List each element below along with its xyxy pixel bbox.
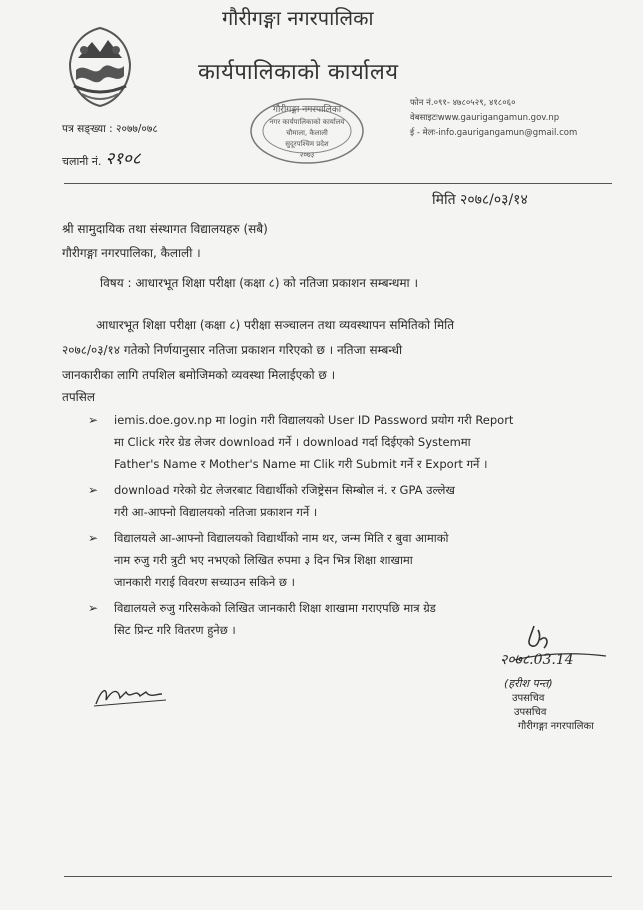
chalani-number: २१०८	[105, 149, 141, 169]
arrow-bullet-icon: ➢	[88, 483, 99, 497]
paragraph-line: २०७८/०३/१४ गतेको निर्णयानुसार नतिजा प्रकाशन गरिएको छ । नतिजा सम्बन्धी	[62, 343, 403, 357]
arrow-bullet-icon: ➢	[88, 601, 99, 615]
patra-sankhya: पत्र सङ्ख्या : २०७७/०७८	[62, 123, 158, 135]
chalani-label: चलानी नं.	[62, 155, 102, 168]
office-stamp-icon	[248, 96, 366, 166]
contact-website[interactable]: वेबसाइटःwww.gaurigangamun.gov.np	[410, 113, 560, 123]
stamp-line-3: चौमाला, कैलाली	[286, 129, 328, 137]
paragraph-line: जानकारीका लागि तपशिल बमोजिमको व्यवस्था मिलाईएको छ ।	[62, 368, 336, 382]
signatory-title-handwritten: उपसचिव	[512, 693, 545, 704]
initials-signature-icon	[92, 682, 172, 712]
signatory-office-stamp: गौरीगङ्गा नगरपालिका	[518, 721, 594, 732]
signature-icon	[486, 620, 626, 730]
office-name: कार्यपालिकाको कार्यालय	[198, 60, 399, 85]
signature-date: २०७८.03.14	[500, 652, 574, 668]
stamp-line-1: गौरीगङ्गा नगरपालिका	[272, 105, 342, 115]
stamp-line-5: २०७३	[299, 151, 315, 159]
arrow-bullet-icon: ➢	[88, 413, 99, 427]
body-paragraph	[62, 313, 602, 388]
list-item	[88, 479, 610, 523]
arrow-bullet-icon: ➢	[88, 531, 99, 545]
municipality-name: गौरीगङ्गा नगरपालिका	[222, 6, 374, 30]
list-item-line: विद्यालयले आ-आफ्नो विद्यालयको विद्यार्थीको नाम थर, जन्म मिति र बुवा आमाको	[114, 531, 449, 545]
letter-date: मिति २०७८/०३/१४	[432, 192, 528, 208]
contact-email[interactable]: ई - मेलः-info.gaurigangamun@gmail.com	[410, 128, 578, 138]
list-item-line: Father's Name र Mother's Name मा Clik गरी Submit गर्ने र Export गर्ने ।	[114, 457, 488, 471]
list-item-line: विद्यालयले रुजु गरिसकेको लिखित जानकारी शिक्षा शाखामा गराएपछि मात्र ग्रेड	[114, 601, 436, 615]
signatory-title-stamp: उपसचिव	[514, 707, 547, 718]
list-item-line: download गरेको ग्रेट लेजरबाट विद्यार्थीको रजिष्ट्रेसन सिम्बोल नं. र GPA उल्लेख	[114, 483, 455, 497]
subject-line: विषय : आधारभूत शिक्षा परीक्षा (कक्षा ८) को नतिजा प्रकाशन सम्बन्धमा ।	[100, 276, 418, 290]
tapsil-label: तपसिल	[62, 390, 96, 404]
paragraph-line: आधारभूत शिक्षा परीक्षा (कक्षा ८) परीक्षा सञ्चालन तथा व्यवस्थापन समितिको मिति	[96, 318, 455, 332]
municipality-emblem-icon	[62, 24, 138, 110]
recipient-line-2: गौरीगङ्गा नगरपालिका, कैलाली ।	[62, 246, 201, 260]
list-item-line: गरी आ-आफ्नो विद्यालयको नतिजा प्रकाशन गर्ने ।	[114, 505, 318, 519]
list-item-line: iemis.doe.gov.np मा login गरी विद्यालयको User ID Password प्रयोग गरी Report	[114, 413, 514, 427]
header-divider	[64, 183, 612, 184]
list-item-line: जानकारी गराई विवरण सच्याउन सकिने छ ।	[114, 575, 295, 589]
chalani-row	[62, 146, 141, 169]
instruction-list	[88, 409, 610, 645]
list-item	[88, 527, 610, 593]
footer-divider	[64, 876, 612, 877]
recipient-line-1: श्री सामुदायिक तथा संस्थागत विद्यालयहरु (सबै)	[62, 222, 268, 236]
stamp-line-4: सुदूरपश्चिम प्रदेश	[285, 140, 329, 148]
list-item-line: सिट प्रिन्ट गरि वितरण हुनेछ ।	[114, 623, 236, 637]
contact-block	[410, 96, 640, 141]
stamp-line-2: नगर कार्यपालिकाको कार्यालय	[269, 118, 345, 126]
list-item-line: मा Click गरेर ग्रेड लेजर download गर्ने । download गर्दा दिईएको Systemमा	[114, 435, 471, 449]
contact-phone: फोन नं.०९१- ४७८०५२९, ४१८०६०	[410, 98, 516, 108]
list-item-line: नाम रुजु गरी त्रुटी भए नभएको लिखित रुपमा ३ दिन भित्र शिक्षा शाखामा	[114, 553, 413, 567]
list-item	[88, 409, 610, 475]
signatory-name: (हरीश पन्त)	[504, 677, 553, 690]
